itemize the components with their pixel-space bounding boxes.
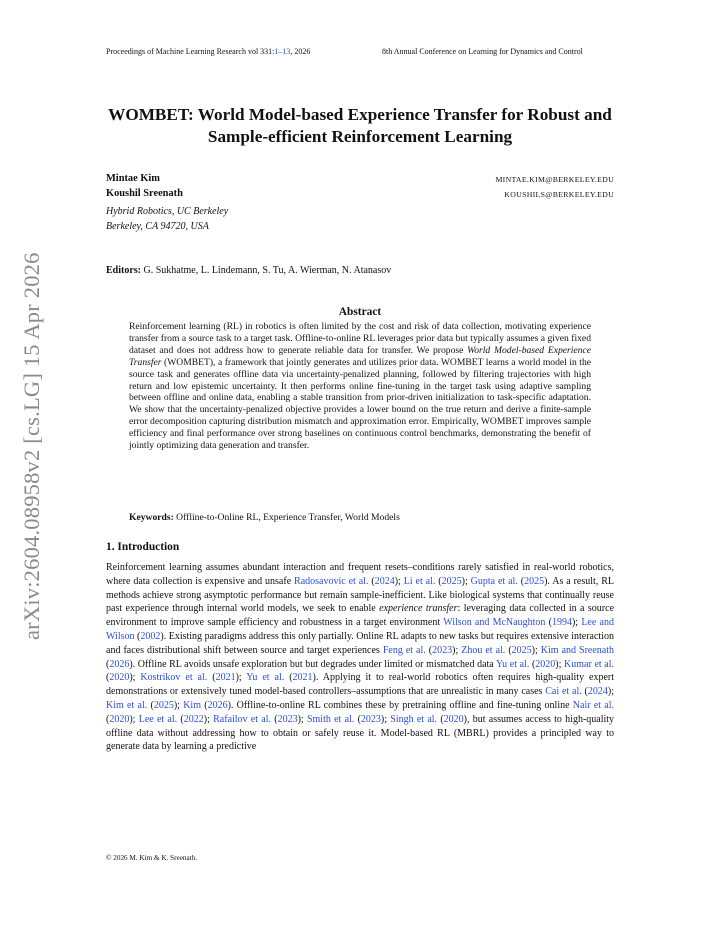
intro-text: ( [106,658,110,670]
citation-link[interactable]: Cai et al. [545,686,582,698]
editors-line [106,265,391,276]
abstract-part-2: (WOMBET), a framework that jointly generates and utilizes prior data. WOMBET learns a world model in the source task and generates offline data via uncertainty-penalized planning, followed by filtering trajectories with high return and low epistemic uncertainty. It then performs online fine-tuning in the target task using adaptive sampling between offline and online data, enabling a stable transition from prior-driven initialization to task-specific adaptation. We show that the uncertainty-penalized objective provides a lower bound on the true return and derive a finite-sample error decomposition capturing distribution mismatch and approximation error. Empirically, WOMBET improves sample efficiency and final performance over strong baselines on continuous control benchmarks, demonstrating the benefit of jointly optimizing data generation and transfer. [129,356,591,452]
intro-text: ( [435,575,442,587]
affiliation-line-2: Berkeley, CA 94720, USA [106,221,209,232]
copyright-footnote: © 2026 M. Kim & K. Sreenath. [106,854,198,862]
intro-text: ( [147,699,154,711]
citation-link[interactable]: Li et al. [403,575,436,587]
keywords-text: Offline-to-Online RL, Experience Transfer, World Models [176,512,400,523]
citation-link[interactable]: 2021 [292,672,313,684]
title-line-2: Sample-efficient Reinforcement Learning [207,127,513,146]
citation-link[interactable]: 2024 [587,686,608,698]
intro-text: ). As a result, RL methods achieve strong asymptotic performance but remain sample-inefficient. Like biological systems that continually reuse past experience through internal world models, we seek to enable [106,575,615,615]
citation-link[interactable]: Radosavovic et al. [294,575,369,587]
citation-link[interactable]: Kim et al. [106,699,148,711]
affiliation-line-1: Hybrid Robotics, UC Berkeley [106,206,229,217]
citation-link[interactable]: Lee and Wilson [106,617,614,642]
citation-link[interactable]: 1994 [551,617,572,629]
author-name-2: Koushil Sreenath [106,188,183,199]
abstract-part-1: Reinforcement learning (RL) in robotics is often limited by the cost and risk of data collection, motivating experience transfer from a source task to a target task. Offline-to-online RL leverages prior data but typically assumes a given fixed dataset and does not address how to generate reliable data for transfer. We propose [129,321,591,356]
citation-link[interactable]: Zhou et al. [461,644,506,656]
citation-link[interactable]: 2020 [109,672,130,684]
intro-text: ); [297,713,307,725]
citation-link[interactable]: 2020 [109,713,130,725]
intro-text: ( [517,575,525,587]
paper-title [60,104,660,148]
citation-link[interactable]: 2020 [443,713,464,725]
intro-text: ). Offline RL avoids unsafe exploration but but degrades under limited or mismatched data [129,658,497,670]
author-email-1[interactable]: MINTAE.KIM@BERKELEY.EDU [495,175,614,184]
citation-link[interactable]: 2020 [535,658,556,670]
intro-text: ). Applying it to real-world robotics often requires high-quality expert demonstrations or extensively tuned model-based controllers–assumptions that are unrealistic in many cases [106,672,615,698]
keywords-line [129,512,591,523]
intro-text: ( [134,630,141,642]
intro-text: ); [235,672,247,684]
keywords-label: Keywords: [129,512,174,523]
header-proceedings: Proceedings of Machine Learning Research vol 331: [106,47,275,56]
citation-link[interactable]: 2025 [153,699,174,711]
citation-link[interactable]: Gupta et al. [470,575,518,587]
intro-text: ( [106,672,110,684]
citation-link[interactable]: Rafailov et al. [213,713,271,725]
intro-text: ( [529,658,536,670]
abstract-heading: Abstract [338,306,382,318]
intro-text: ); [607,686,614,698]
citation-link[interactable]: 2025 [524,575,545,587]
citation-link[interactable]: 2002 [140,630,161,642]
citation-link[interactable]: Kim and Sreenath [540,644,615,656]
arxiv-identifier-text: arXiv:2604.08958v2 [cs.LG] 15 Apr 2026 [19,252,44,640]
intro-text: Reinforcement learning assumes abundant interaction and frequent resets–conditions rarely satisfied in real-world robotics, where data collection is expensive and unsafe [106,562,614,587]
editors-label: Editors: [106,265,141,276]
header-year: , 2026 [290,47,311,56]
citation-link[interactable]: Feng et al. [382,644,426,656]
intro-text: ); [394,575,404,587]
intro-text: ( [437,713,444,725]
editors-names: G. Sukhatme, L. Lindemann, S. Tu, A. Wierman, N. Atanasov [143,265,392,276]
citation-link[interactable]: Nair et al. [572,699,615,711]
citation-link[interactable]: Wilson and McNaughton [443,617,546,629]
citation-link[interactable]: Kostrikov et al. [140,672,208,684]
citation-link[interactable]: 2023 [360,713,381,725]
running-header [106,47,614,56]
intro-text: ); [452,644,462,656]
author-email-2[interactable]: KOUSHILS@BERKELEY.EDU [504,190,614,199]
intro-text: ( [177,713,184,725]
author-name-1: Mintae Kim [106,173,160,184]
intro-text: ( [505,644,512,656]
citation-link[interactable]: 2026 [109,658,130,670]
intro-text: ( [425,644,433,656]
header-pages-link[interactable]: 1–13 [274,47,291,56]
intro-text: ); [571,617,582,629]
citation-link[interactable]: 2026 [207,699,228,711]
intro-text: ( [200,699,208,711]
citation-link[interactable]: 2023 [432,644,453,656]
citation-link[interactable]: 2023 [277,713,298,725]
section-heading-introduction: 1. Introduction [106,541,180,553]
intro-text: : leveraging data collected in a source environment to improve sample efficiency and robustness in a target environment [106,603,615,629]
intro-text: ( [368,575,375,587]
intro-text: ( [545,617,552,629]
intro-text: ). Offline-to-online RL combines these by pretraining offline and fine-tuning online [227,699,573,711]
citation-link[interactable]: 2025 [511,644,532,656]
intro-emphasis: experience transfer [379,603,458,615]
intro-text: ); [129,713,139,725]
citation-link[interactable]: Singh et al. [390,713,438,725]
intro-text: ( [354,713,361,725]
header-conference: 8th Annual Conference on Learning for Dynamics and Control [382,47,583,56]
citation-link[interactable]: 2021 [215,672,236,684]
citation-link[interactable]: 2025 [441,575,462,587]
intro-text: ); [380,713,391,725]
intro-text: ). Existing paradigms address this only partially. Online RL adapts to new tasks but requires extensive interaction and faces distributional shift between source and target experiences [106,630,614,656]
intro-text: ); [129,672,141,684]
citation-link[interactable]: Yu et al. [246,672,285,684]
citation-link[interactable]: Lee et al. [138,713,178,725]
citation-link[interactable]: Kim [183,699,201,711]
citation-link[interactable]: 2022 [183,713,204,725]
intro-text: ( [207,672,216,684]
intro-text: ); [173,699,184,711]
abstract-text [129,321,591,452]
intro-text: ); [531,644,541,656]
intro-text: ( [271,713,278,725]
intro-text: ); [461,575,471,587]
title-line-1: WOMBET: World Model-based Experience Transfer for Robust and [108,105,612,124]
abstract-emphasis: World Model-based Experience Transfer [129,344,591,368]
intro-text: ( [284,672,293,684]
citation-link[interactable]: Yu et al. [496,658,530,670]
intro-text: ( [106,713,110,725]
intro-text: ); [203,713,214,725]
citation-link[interactable]: Smith et al. [306,713,355,725]
intro-text: ( [581,686,588,698]
introduction-paragraph [106,561,614,754]
intro-text: ), but assumes access to high-quality offline data without addressing how to obtain or safely reuse it. Model-based RL (MBRL) provides a principled way to generate data by learning a predictive [106,713,615,753]
intro-text: ); [555,658,565,670]
citation-link[interactable]: 2024 [374,575,395,587]
citation-link[interactable]: Kumar et al. [564,658,615,670]
